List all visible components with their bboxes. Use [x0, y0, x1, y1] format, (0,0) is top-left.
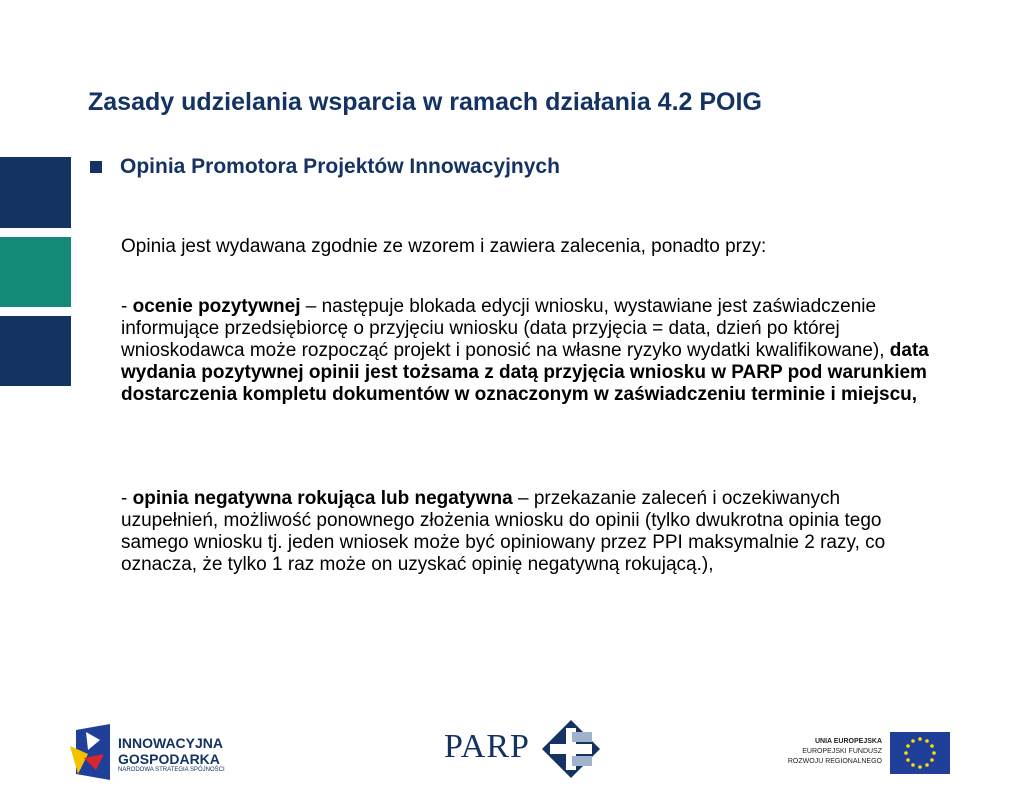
- ig-line1: INNOWACYJNA: [118, 735, 224, 751]
- para1-bold-tail: data wydania pozytywnej opinii jest tożsama z datą przyjęcia wniosku w PARP pod warunkiem dostarczenia kompletu dokumentów w oznaczonym w zaświadczeniu terminie i miejscu,: [121, 340, 929, 405]
- side-block-navy-top: [0, 157, 71, 228]
- para2-text: – przekazanie zaleceń i oczekiwanych uzupełnień, możliwość ponownego złożenia wniosku do opinii (tylko dwukrotna opinia tego samego wniosku tj. jeden wniosek może być opiniowany przez PPI maksymalnie 2 razy, co oznacza, że tylko 1 raz może on uzyskać opinię negatywną rokującą.),: [121, 488, 886, 575]
- eu-flag-icon: [890, 732, 950, 774]
- side-block-navy-bottom: [0, 316, 71, 386]
- parp-diamond-icon: [540, 718, 602, 780]
- bullet-heading: [90, 155, 560, 179]
- eu-line3: ROZWOJU REGIONALNEGO: [787, 758, 882, 765]
- ig-subtitle: NARODOWA STRATEGIA SPÓJNOŚCI: [118, 767, 225, 773]
- para1-text: – następuje blokada edycji wniosku, wystawiane jest zaświadczenie informujące przedsiębiorcę o przyjęciu wniosku (data przyjęcia = data, dzień po której wnioskodawca może rozpocząć projekt i ponosić na własne ryzyko wydatki kwalifikowane),: [121, 296, 890, 361]
- eu-line2: EUROPEJSKI FUNDUSZ: [802, 748, 882, 755]
- para1-dash: -: [121, 296, 133, 317]
- para1-term: ocenie pozytywnej: [132, 296, 301, 317]
- innowacyjna-gospodarka-logo: [70, 722, 270, 782]
- negative-opinion-paragraph: [121, 488, 941, 576]
- slide-title: Zasady udzielania wsparcia w ramach działania 4.2 POIG: [88, 88, 762, 116]
- bullet-heading-text: Opinia Promotora Projektów Innowacyjnych: [120, 155, 560, 178]
- para2-dash: -: [121, 488, 133, 509]
- innowacyjna-gospodarka-emblem-icon: [70, 724, 114, 780]
- parp-wordmark: PARP: [444, 728, 530, 765]
- eu-fund-logo: [780, 732, 950, 774]
- square-bullet-icon: [90, 161, 102, 173]
- parp-logo: [440, 718, 605, 780]
- side-block-teal: [0, 237, 71, 307]
- intro-paragraph: Opinia jest wydawana zgodnie ze wzorem i zawiera zalecenia, ponadto przy:: [121, 236, 767, 257]
- eu-line1: UNIA EUROPEJSKA: [814, 738, 882, 745]
- positive-opinion-paragraph: [121, 296, 941, 406]
- ig-line2: GOSPODARKA: [118, 751, 220, 767]
- para2-term: opinia negatywna rokująca lub negatywna: [132, 488, 513, 509]
